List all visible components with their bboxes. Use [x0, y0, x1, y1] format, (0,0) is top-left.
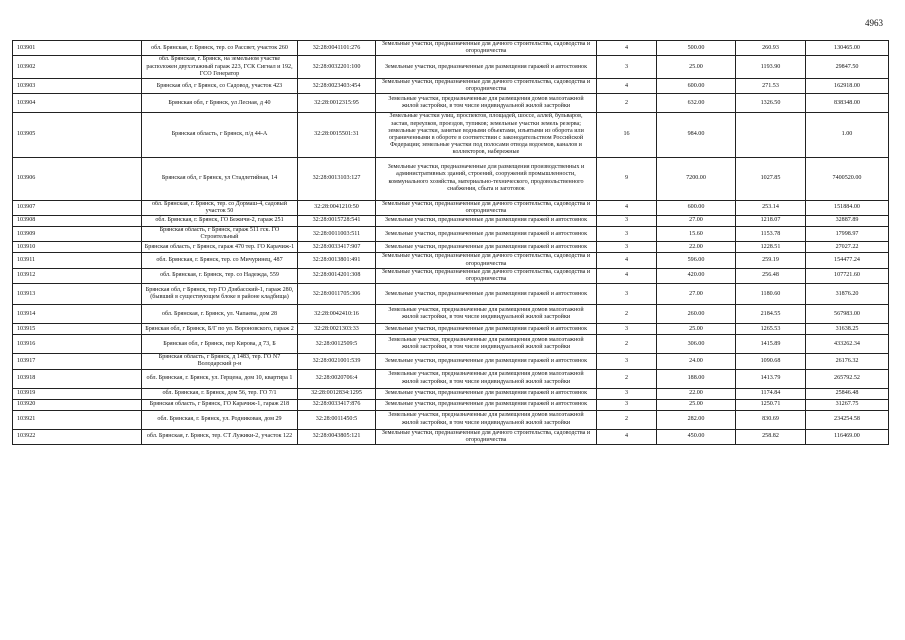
row-specific-value: 258.82 — [736, 429, 806, 444]
row-id: 103920 — [13, 399, 142, 410]
row-land-use: Земельные участки, предназначенные для размещения домов малоэтажной жилой застройки, в том числе индивидуальной жилой застройки — [376, 369, 597, 388]
row-id: 103907 — [13, 200, 142, 215]
row-cadastral-number: 32:28:0020706:4 — [298, 369, 376, 388]
row-land-use: Земельные участки, предназначенные для дачного строительства, садоводства и огородничества — [376, 429, 597, 444]
row-address: Брянская область, г Брянск, д 1483, тер. ГО N7 Володарский р-н — [142, 354, 298, 369]
row-category: 3 — [597, 354, 657, 369]
row-area: 420.00 — [657, 268, 736, 283]
row-cadastral-value: 234254.58 — [806, 410, 889, 429]
row-category: 2 — [597, 369, 657, 388]
row-area: 632.00 — [657, 94, 736, 113]
row-cadastral-value: 130465.00 — [806, 41, 889, 56]
row-id: 103917 — [13, 354, 142, 369]
row-land-use: Земельные участки, предназначенные для размещения гаражей и автостоянок — [376, 399, 597, 410]
row-cadastral-number: 32:28:0015728:541 — [298, 216, 376, 227]
row-category: 3 — [597, 227, 657, 242]
table-row — [13, 227, 889, 242]
row-specific-value: 1415.89 — [736, 335, 806, 354]
row-category: 3 — [597, 56, 657, 79]
row-address: обл. Брянская, г. Брянск, на земельном участке расположен двухэтажный гараж 223, ГСК Сигнал и 192, ГСО Генератор — [142, 56, 298, 79]
table-row — [13, 388, 889, 399]
row-category: 4 — [597, 268, 657, 283]
row-category: 3 — [597, 216, 657, 227]
row-specific-value: 1265.53 — [736, 324, 806, 335]
row-land-use: Земельные участки, предназначенные для размещения гаражей и автостоянок — [376, 227, 597, 242]
row-address: Брянская область, г Брянск, п/д 44-А — [142, 113, 298, 157]
row-cadastral-value: 31267.75 — [806, 399, 889, 410]
row-cadastral-number: 32:28:0011450:5 — [298, 410, 376, 429]
row-specific-value: 271.53 — [736, 79, 806, 94]
table-row — [13, 157, 889, 200]
row-area: 27.00 — [657, 216, 736, 227]
row-id: 103911 — [13, 253, 142, 268]
row-category: 4 — [597, 429, 657, 444]
table-row — [13, 305, 889, 324]
row-id: 103912 — [13, 268, 142, 283]
table-body — [13, 41, 889, 445]
row-land-use: Земельные участки, предназначенные для размещения гаражей и автостоянок — [376, 242, 597, 253]
row-cadastral-number: 32:28:0015501:31 — [298, 113, 376, 157]
row-category: 4 — [597, 200, 657, 215]
table-row — [13, 369, 889, 388]
row-specific-value: 1326.50 — [736, 94, 806, 113]
row-category: 4 — [597, 79, 657, 94]
row-category: 2 — [597, 335, 657, 354]
row-land-use: Земельные участки, предназначенные для размещения домов малоэтажной жилой застройки, в том числе индивидуальной жилой застройки — [376, 94, 597, 113]
row-id: 103901 — [13, 41, 142, 56]
row-category: 3 — [597, 242, 657, 253]
table-row — [13, 242, 889, 253]
row-area: 306.00 — [657, 335, 736, 354]
table-row — [13, 41, 889, 56]
row-address: обл. Брянская, г. Брянск, тер. со Рассвет, участок 260 — [142, 41, 298, 56]
row-cadastral-value: 27027.22 — [806, 242, 889, 253]
table-row — [13, 79, 889, 94]
row-address: обл. Брянская, г. Брянск, ГО Бежичи-2, гараж 251 — [142, 216, 298, 227]
row-cadastral-value: 162918.00 — [806, 79, 889, 94]
row-address: обл. Брянская, г. Брянск, тер. со Дормаш-4, садовый участок 50 — [142, 200, 298, 215]
row-specific-value: 1174.84 — [736, 388, 806, 399]
row-id: 103906 — [13, 157, 142, 200]
row-specific-value — [736, 113, 806, 157]
row-specific-value: 1180.60 — [736, 284, 806, 305]
row-cadastral-number: 32:28:0011003:511 — [298, 227, 376, 242]
row-cadastral-number: 32:28:0023403:454 — [298, 79, 376, 94]
row-address: обл. Брянская, г. Брянск, тер. СТ Лужики-2, участок 122 — [142, 429, 298, 444]
row-cadastral-number: 32:28:0021001:539 — [298, 354, 376, 369]
row-id: 103902 — [13, 56, 142, 79]
row-land-use: Земельные участки, предназначенные для дачного строительства, садоводства и огородничества — [376, 268, 597, 283]
page-number: 4963 — [865, 18, 883, 28]
row-area: 600.00 — [657, 200, 736, 215]
row-id: 103913 — [13, 284, 142, 305]
row-address: Брянская область, г Брянск, гараж 470 тер. ГО Карачиж-1 — [142, 242, 298, 253]
row-land-use: Земельные участки, предназначенные для размещения производственных и административных зданий, строений, сооружений промышленности, коммунального хозяйства, материально-технического, продовольственного снабжения, сбыта и заготовок — [376, 157, 597, 200]
row-id: 103909 — [13, 227, 142, 242]
row-land-use: Земельные участки, предназначенные для дачного строительства, садоводства и огородничества — [376, 79, 597, 94]
row-cadastral-value: 31876.20 — [806, 284, 889, 305]
row-id: 103904 — [13, 94, 142, 113]
row-specific-value: 1027.85 — [736, 157, 806, 200]
row-area: 188.00 — [657, 369, 736, 388]
row-specific-value: 256.48 — [736, 268, 806, 283]
row-land-use: Земельные участки, предназначенные для размещения гаражей и автостоянок — [376, 284, 597, 305]
row-land-use: Земельные участки, предназначенные для размещения домов малоэтажной жилой застройки, в том числе индивидуальной жилой застройки — [376, 335, 597, 354]
row-cadastral-value: 1.00 — [806, 113, 889, 157]
row-category: 3 — [597, 324, 657, 335]
row-id: 103919 — [13, 388, 142, 399]
row-id: 103916 — [13, 335, 142, 354]
row-land-use: Земельные участки, предназначенные для размещения домов малоэтажной жилой застройки, в том числе индивидуальной жилой застройки — [376, 305, 597, 324]
row-land-use: Земельные участки, предназначенные для размещения гаражей и автостоянок — [376, 56, 597, 79]
row-id: 103903 — [13, 79, 142, 94]
row-address: Брянская обл, г Брянск, тер ГО Дзябасский-1, гараж 280, (бывший в существующем блоке в районе кладбища) — [142, 284, 298, 305]
row-id: 103905 — [13, 113, 142, 157]
row-cadastral-value: 7400520.00 — [806, 157, 889, 200]
row-land-use: Земельные участки, предназначенные для размещения гаражей и автостоянок — [376, 354, 597, 369]
row-area: 27.00 — [657, 284, 736, 305]
row-cadastral-number: 32:28:0033417:876 — [298, 399, 376, 410]
row-address: обл. Брянская, г. Брянск, тер. со Надежда, 559 — [142, 268, 298, 283]
row-id: 103910 — [13, 242, 142, 253]
row-area: 450.00 — [657, 429, 736, 444]
row-category: 4 — [597, 253, 657, 268]
row-cadastral-number: 32:28:0043805:121 — [298, 429, 376, 444]
row-cadastral-value: 25846.48 — [806, 388, 889, 399]
row-land-use: Земельные участки, предназначенные для размещения домов малоэтажной жилой застройки, в том числе индивидуальной жилой застройки — [376, 410, 597, 429]
row-address: Брянская обл, г Брянск, ул Лесная, д 40 — [142, 94, 298, 113]
row-land-use: Земельные участки, предназначенные для дачного строительства, садоводства и огородничества — [376, 200, 597, 215]
row-id: 103915 — [13, 324, 142, 335]
row-area: 25.00 — [657, 56, 736, 79]
row-category: 9 — [597, 157, 657, 200]
row-area: 7200.00 — [657, 157, 736, 200]
row-category: 2 — [597, 410, 657, 429]
row-specific-value: 1413.79 — [736, 369, 806, 388]
table-row — [13, 268, 889, 283]
row-area: 282.00 — [657, 410, 736, 429]
row-cadastral-number: 32:28:0012315:95 — [298, 94, 376, 113]
row-address: Брянская область, г Брянск, ГО Карачиж-1, гараж 218 — [142, 399, 298, 410]
row-id: 103918 — [13, 369, 142, 388]
row-area: 596.00 — [657, 253, 736, 268]
row-land-use: Земельные участки, предназначенные для размещения гаражей и автостоянок — [376, 388, 597, 399]
row-cadastral-value: 154477.24 — [806, 253, 889, 268]
row-area: 22.00 — [657, 242, 736, 253]
row-land-use: Земельные участки, предназначенные для размещения гаражей и автостоянок — [376, 216, 597, 227]
row-address: Брянская обл, г Брянск, ул Стадлетийная, 14 — [142, 157, 298, 200]
table-row — [13, 354, 889, 369]
row-category: 4 — [597, 41, 657, 56]
table-row — [13, 113, 889, 157]
table-row — [13, 324, 889, 335]
row-land-use: Земельные участки, предназначенные для дачного строительства, садоводства и огородничества — [376, 41, 597, 56]
row-cadastral-number: 32:28:0012509:5 — [298, 335, 376, 354]
row-cadastral-value: 32887.89 — [806, 216, 889, 227]
row-id: 103908 — [13, 216, 142, 227]
row-address: обл. Брянская, г. Брянск, тер. со Мичуринец, 487 — [142, 253, 298, 268]
row-cadastral-number: 32:28:0042410:16 — [298, 305, 376, 324]
table-row — [13, 410, 889, 429]
row-cadastral-number: 32:28:0013103:127 — [298, 157, 376, 200]
row-specific-value: 1250.71 — [736, 399, 806, 410]
row-address: обл. Брянская, г. Брянск, ул. Родниковая, дом 29 — [142, 410, 298, 429]
row-cadastral-number: 32:28:0041210:50 — [298, 200, 376, 215]
row-cadastral-value: 151884.00 — [806, 200, 889, 215]
row-address: Брянская обл, г Брянск, пер Кирова, д 73, Б — [142, 335, 298, 354]
row-cadastral-value: 29847.50 — [806, 56, 889, 79]
table-row — [13, 253, 889, 268]
row-id: 103922 — [13, 429, 142, 444]
row-address: Брянская обл, г Брянск, со Садовод, участок 423 — [142, 79, 298, 94]
table-row — [13, 56, 889, 79]
row-specific-value: 1193.90 — [736, 56, 806, 79]
row-specific-value: 1090.68 — [736, 354, 806, 369]
row-specific-value: 1228.51 — [736, 242, 806, 253]
row-cadastral-number: 32:28:0013801:491 — [298, 253, 376, 268]
table-row — [13, 94, 889, 113]
row-specific-value: 830.69 — [736, 410, 806, 429]
table-row — [13, 399, 889, 410]
row-category: 3 — [597, 399, 657, 410]
row-cadastral-number: 32:28:0014201:308 — [298, 268, 376, 283]
row-cadastral-value: 17998.97 — [806, 227, 889, 242]
row-cadastral-number: 32:28:0012834:1295 — [298, 388, 376, 399]
table-row — [13, 335, 889, 354]
row-area: 260.00 — [657, 305, 736, 324]
row-category: 3 — [597, 388, 657, 399]
row-category: 2 — [597, 305, 657, 324]
row-land-use: Земельные участки улиц, проспектов, площадей, шоссе, аллей, бульваров, застав, переулков, проездов, тупиков; земельные участки земель резерва; земельные участки, занятые водными объектами, изъятыми из оборота или ограниченными в обороте в соответствии с законодательством Российской Федерации; земельные участки под полосами отвода водоемов, каналов и коллекторов, набережные — [376, 113, 597, 157]
table-row — [13, 429, 889, 444]
table-row — [13, 216, 889, 227]
row-specific-value: 2184.55 — [736, 305, 806, 324]
row-specific-value: 260.93 — [736, 41, 806, 56]
row-land-use: Земельные участки, предназначенные для дачного строительства, садоводства и огородничества — [376, 253, 597, 268]
row-area: 24.00 — [657, 354, 736, 369]
row-cadastral-value: 433262.34 — [806, 335, 889, 354]
row-cadastral-value: 265792.52 — [806, 369, 889, 388]
row-category: 3 — [597, 284, 657, 305]
row-area: 500.00 — [657, 41, 736, 56]
row-area: 25.00 — [657, 324, 736, 335]
row-land-use: Земельные участки, предназначенные для размещения гаражей и автостоянок — [376, 324, 597, 335]
row-area: 25.00 — [657, 399, 736, 410]
row-cadastral-number: 32:28:0041101:276 — [298, 41, 376, 56]
row-address: обл. Брянская, г. Брянск, дом 56, тер. ГО 7/1 — [142, 388, 298, 399]
table-row — [13, 284, 889, 305]
row-specific-value: 1153.78 — [736, 227, 806, 242]
row-cadastral-number: 32:28:0032201:100 — [298, 56, 376, 79]
row-id: 103914 — [13, 305, 142, 324]
row-specific-value: 259.19 — [736, 253, 806, 268]
table-row — [13, 200, 889, 215]
row-address: Брянская область, г Брянск, гараж 511 гск. ГО Строительный — [142, 227, 298, 242]
row-address: Брянская обл, г Брянск, Б/Г по ул. Вороновского, гараж 2 — [142, 324, 298, 335]
row-cadastral-value: 26176.32 — [806, 354, 889, 369]
row-specific-value: 253.14 — [736, 200, 806, 215]
row-address: обл. Брянская, г. Брянск, ул. Чапаева, дом 28 — [142, 305, 298, 324]
row-address: обл. Брянская, г. Брянск, ул. Герцена, дом 10, квартира 1 — [142, 369, 298, 388]
row-id: 103921 — [13, 410, 142, 429]
row-cadastral-value: 838348.00 — [806, 94, 889, 113]
row-category: 16 — [597, 113, 657, 157]
row-cadastral-value: 31638.25 — [806, 324, 889, 335]
row-area: 15.60 — [657, 227, 736, 242]
row-cadastral-value: 116469.00 — [806, 429, 889, 444]
row-cadastral-number: 32:28:0033417:907 — [298, 242, 376, 253]
row-cadastral-number: 32:28:0021303:33 — [298, 324, 376, 335]
cadastral-value-table — [12, 40, 889, 445]
row-area: 22.00 — [657, 388, 736, 399]
row-category: 2 — [597, 94, 657, 113]
row-area: 984.00 — [657, 113, 736, 157]
row-cadastral-number: 32:28:0011705:306 — [298, 284, 376, 305]
row-cadastral-value: 567983.00 — [806, 305, 889, 324]
row-cadastral-value: 107721.60 — [806, 268, 889, 283]
row-specific-value: 1218.07 — [736, 216, 806, 227]
row-area: 600.00 — [657, 79, 736, 94]
